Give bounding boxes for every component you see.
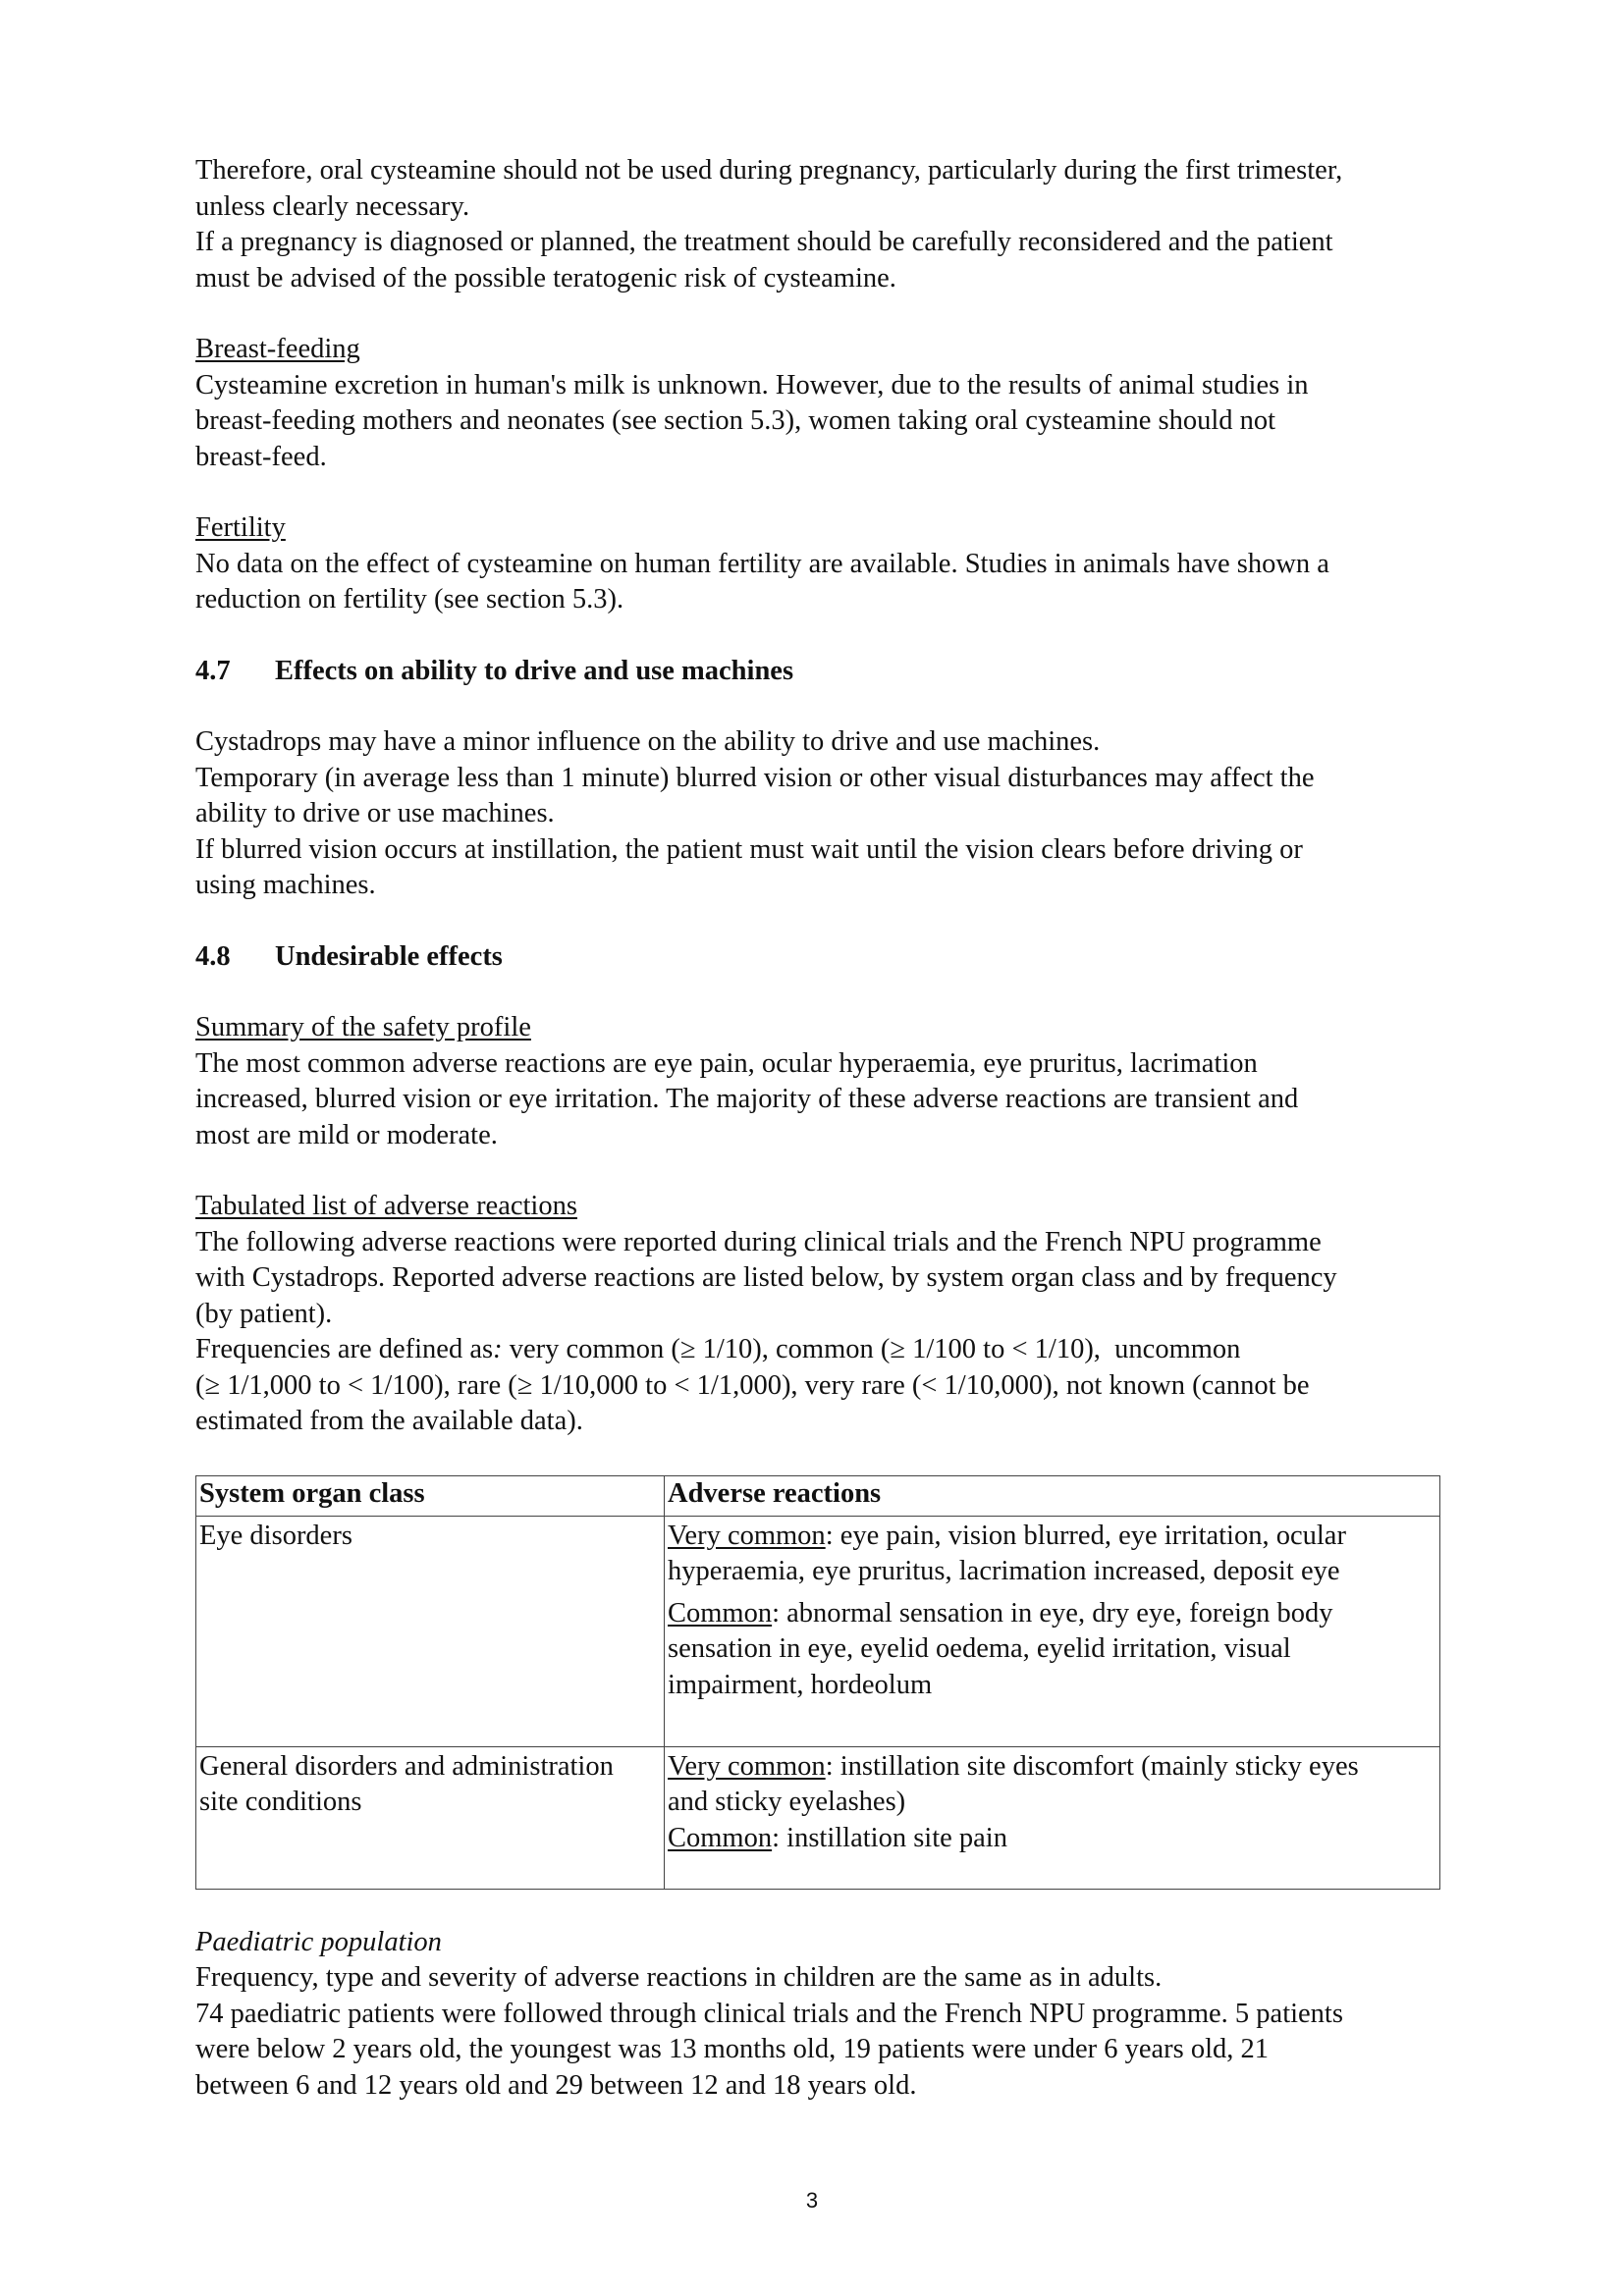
text-fragment: Frequencies are defined as (195, 1334, 494, 1364)
frequency-label: Very common (668, 1520, 826, 1551)
text-line: : eye pain, vision blurred, eye irritation, ocular (825, 1520, 1346, 1551)
frequency-definition-line (195, 1334, 1240, 1364)
section-number: 4.7 (195, 655, 231, 686)
adverse-reactions-cell (665, 1746, 1440, 1889)
system-organ-class-cell (196, 1746, 665, 1889)
text-line: with Cystadrops. Reported adverse reactions are listed below, by system organ class and by frequency (195, 1262, 1337, 1293)
text-line: estimated from the available data). (195, 1406, 583, 1436)
text-line: Therefore, oral cysteamine should not be used during pregnancy, particularly during the first trimester, (195, 155, 1343, 186)
text-line: (by patient). (195, 1298, 333, 1329)
frequency-label: Common (668, 1597, 773, 1629)
text-line: breast-feeding mothers and neonates (see section 5.3), women taking oral cysteamine should not (195, 405, 1276, 436)
text-line: breast-feed. (195, 441, 327, 472)
text-line: Frequency, type and severity of adverse reactions in children are the same as in adults. (195, 1962, 1163, 1993)
very-common-block (668, 1519, 1436, 1590)
pregnancy-paragraph (195, 153, 1442, 296)
safety-summary-section (195, 1010, 1442, 1153)
text-line: impairment, hordeolum (668, 1669, 933, 1700)
breastfeeding-section (195, 332, 1442, 475)
paediatric-heading: Paediatric population (195, 1926, 442, 1957)
section-4-8-heading (195, 939, 1442, 976)
text-line: were below 2 years old, the youngest was 13 months old, 19 patients were under 6 years old, 21 (195, 2034, 1270, 2064)
column-header: Adverse reactions (665, 1475, 1440, 1516)
common-block (668, 1596, 1436, 1704)
text-line: If blurred vision occurs at instillation, the patient must wait until the vision clears before driving or (195, 833, 1303, 865)
very-common-block (668, 1749, 1436, 1821)
section-title: Undesirable effects (275, 940, 503, 972)
safety-summary-heading: Summary of the safety profile (195, 1012, 531, 1042)
text-line: (≥ 1/1,000 to < 1/100), rare (≥ 1/10,000 to < 1/1,000), very rare (< 1/10,000), not known (cannot be (195, 1369, 1310, 1401)
text-line: The following adverse reactions were reported during clinical trials and the French NPU programme (195, 1226, 1322, 1257)
text-line: ability to drive or use machines. (195, 798, 555, 828)
text-line: most are mild or moderate. (195, 1119, 498, 1150)
text-line: Temporary (in average less than 1 minute) blurred vision or other visual disturbances may affect the (195, 762, 1315, 793)
fertility-heading: Fertility (195, 512, 286, 543)
column-header: System organ class (196, 1475, 665, 1516)
section-number: 4.8 (195, 940, 231, 972)
tabulated-list-heading: Tabulated list of adverse reactions (195, 1191, 577, 1221)
table-header-row (196, 1475, 1440, 1516)
text-fragment: : (493, 1334, 503, 1364)
text-line: Eye disorders (199, 1520, 352, 1551)
table-row (196, 1516, 1440, 1746)
page-content (195, 153, 1442, 2104)
breastfeeding-heading: Breast-feeding (195, 334, 360, 364)
frequency-label: Common (668, 1822, 773, 1853)
text-line: No data on the effect of cysteamine on human fertility are available. Studies in animals have shown a (195, 548, 1329, 579)
text-line: Cystadrops may have a minor influence on the ability to drive and use machines. (195, 726, 1101, 757)
section-4-7-heading (195, 654, 1442, 690)
text-line: The most common adverse reactions are eye pain, ocular hyperaemia, eye pruritus, lacrimation (195, 1047, 1258, 1079)
text-line: increased, blurred vision or eye irritation. The majority of these adverse reactions are transient and (195, 1084, 1299, 1114)
page-number: 3 (805, 2188, 819, 2213)
text-line: between 6 and 12 years old and 29 between 12 and 18 years old. (195, 2069, 917, 2101)
text-line: must be advised of the possible teratogenic risk of cysteamine. (195, 262, 896, 294)
fertility-section (195, 510, 1442, 618)
text-line: using machines. (195, 870, 376, 900)
adverse-reactions-table (195, 1475, 1440, 1890)
text-line: and sticky eyelashes) (668, 1787, 906, 1817)
frequency-label: Very common (668, 1750, 826, 1782)
text-line: unless clearly necessary. (195, 190, 470, 222)
system-organ-class-cell (196, 1516, 665, 1746)
text-line: hyperaemia, eye pruritus, lacrimation increased, deposit eye (668, 1556, 1340, 1586)
section-4-7-body (195, 724, 1442, 904)
text-line: site conditions (199, 1787, 362, 1817)
text-fragment: very common (≥ 1/10), common (≥ 1/100 to < 1/10), uncommon (502, 1334, 1241, 1364)
common-block (668, 1821, 1436, 1857)
text-line: : instillation site pain (772, 1822, 1007, 1853)
text-line: : instillation site discomfort (mainly sticky eyes (825, 1750, 1359, 1782)
text-line: Cysteamine excretion in human's milk is unknown. However, due to the results of animal studies in (195, 369, 1309, 400)
paediatric-section (195, 1925, 1442, 2105)
table-row (196, 1746, 1440, 1889)
tabulated-list-section (195, 1189, 1442, 1440)
text-line: : abnormal sensation in eye, dry eye, foreign body (772, 1597, 1333, 1629)
text-line: If a pregnancy is diagnosed or planned, the treatment should be carefully reconsidered and the patient (195, 227, 1333, 257)
text-line: 74 paediatric patients were followed through clinical trials and the French NPU programme. 5 patients (195, 1998, 1343, 2029)
section-title: Effects on ability to drive and use machines (275, 655, 794, 686)
text-line: reduction on fertility (see section 5.3). (195, 584, 624, 614)
adverse-reactions-cell (665, 1516, 1440, 1746)
text-line: General disorders and administration (199, 1750, 614, 1782)
text-line: sensation in eye, eyelid oedema, eyelid irritation, visual (668, 1633, 1291, 1664)
